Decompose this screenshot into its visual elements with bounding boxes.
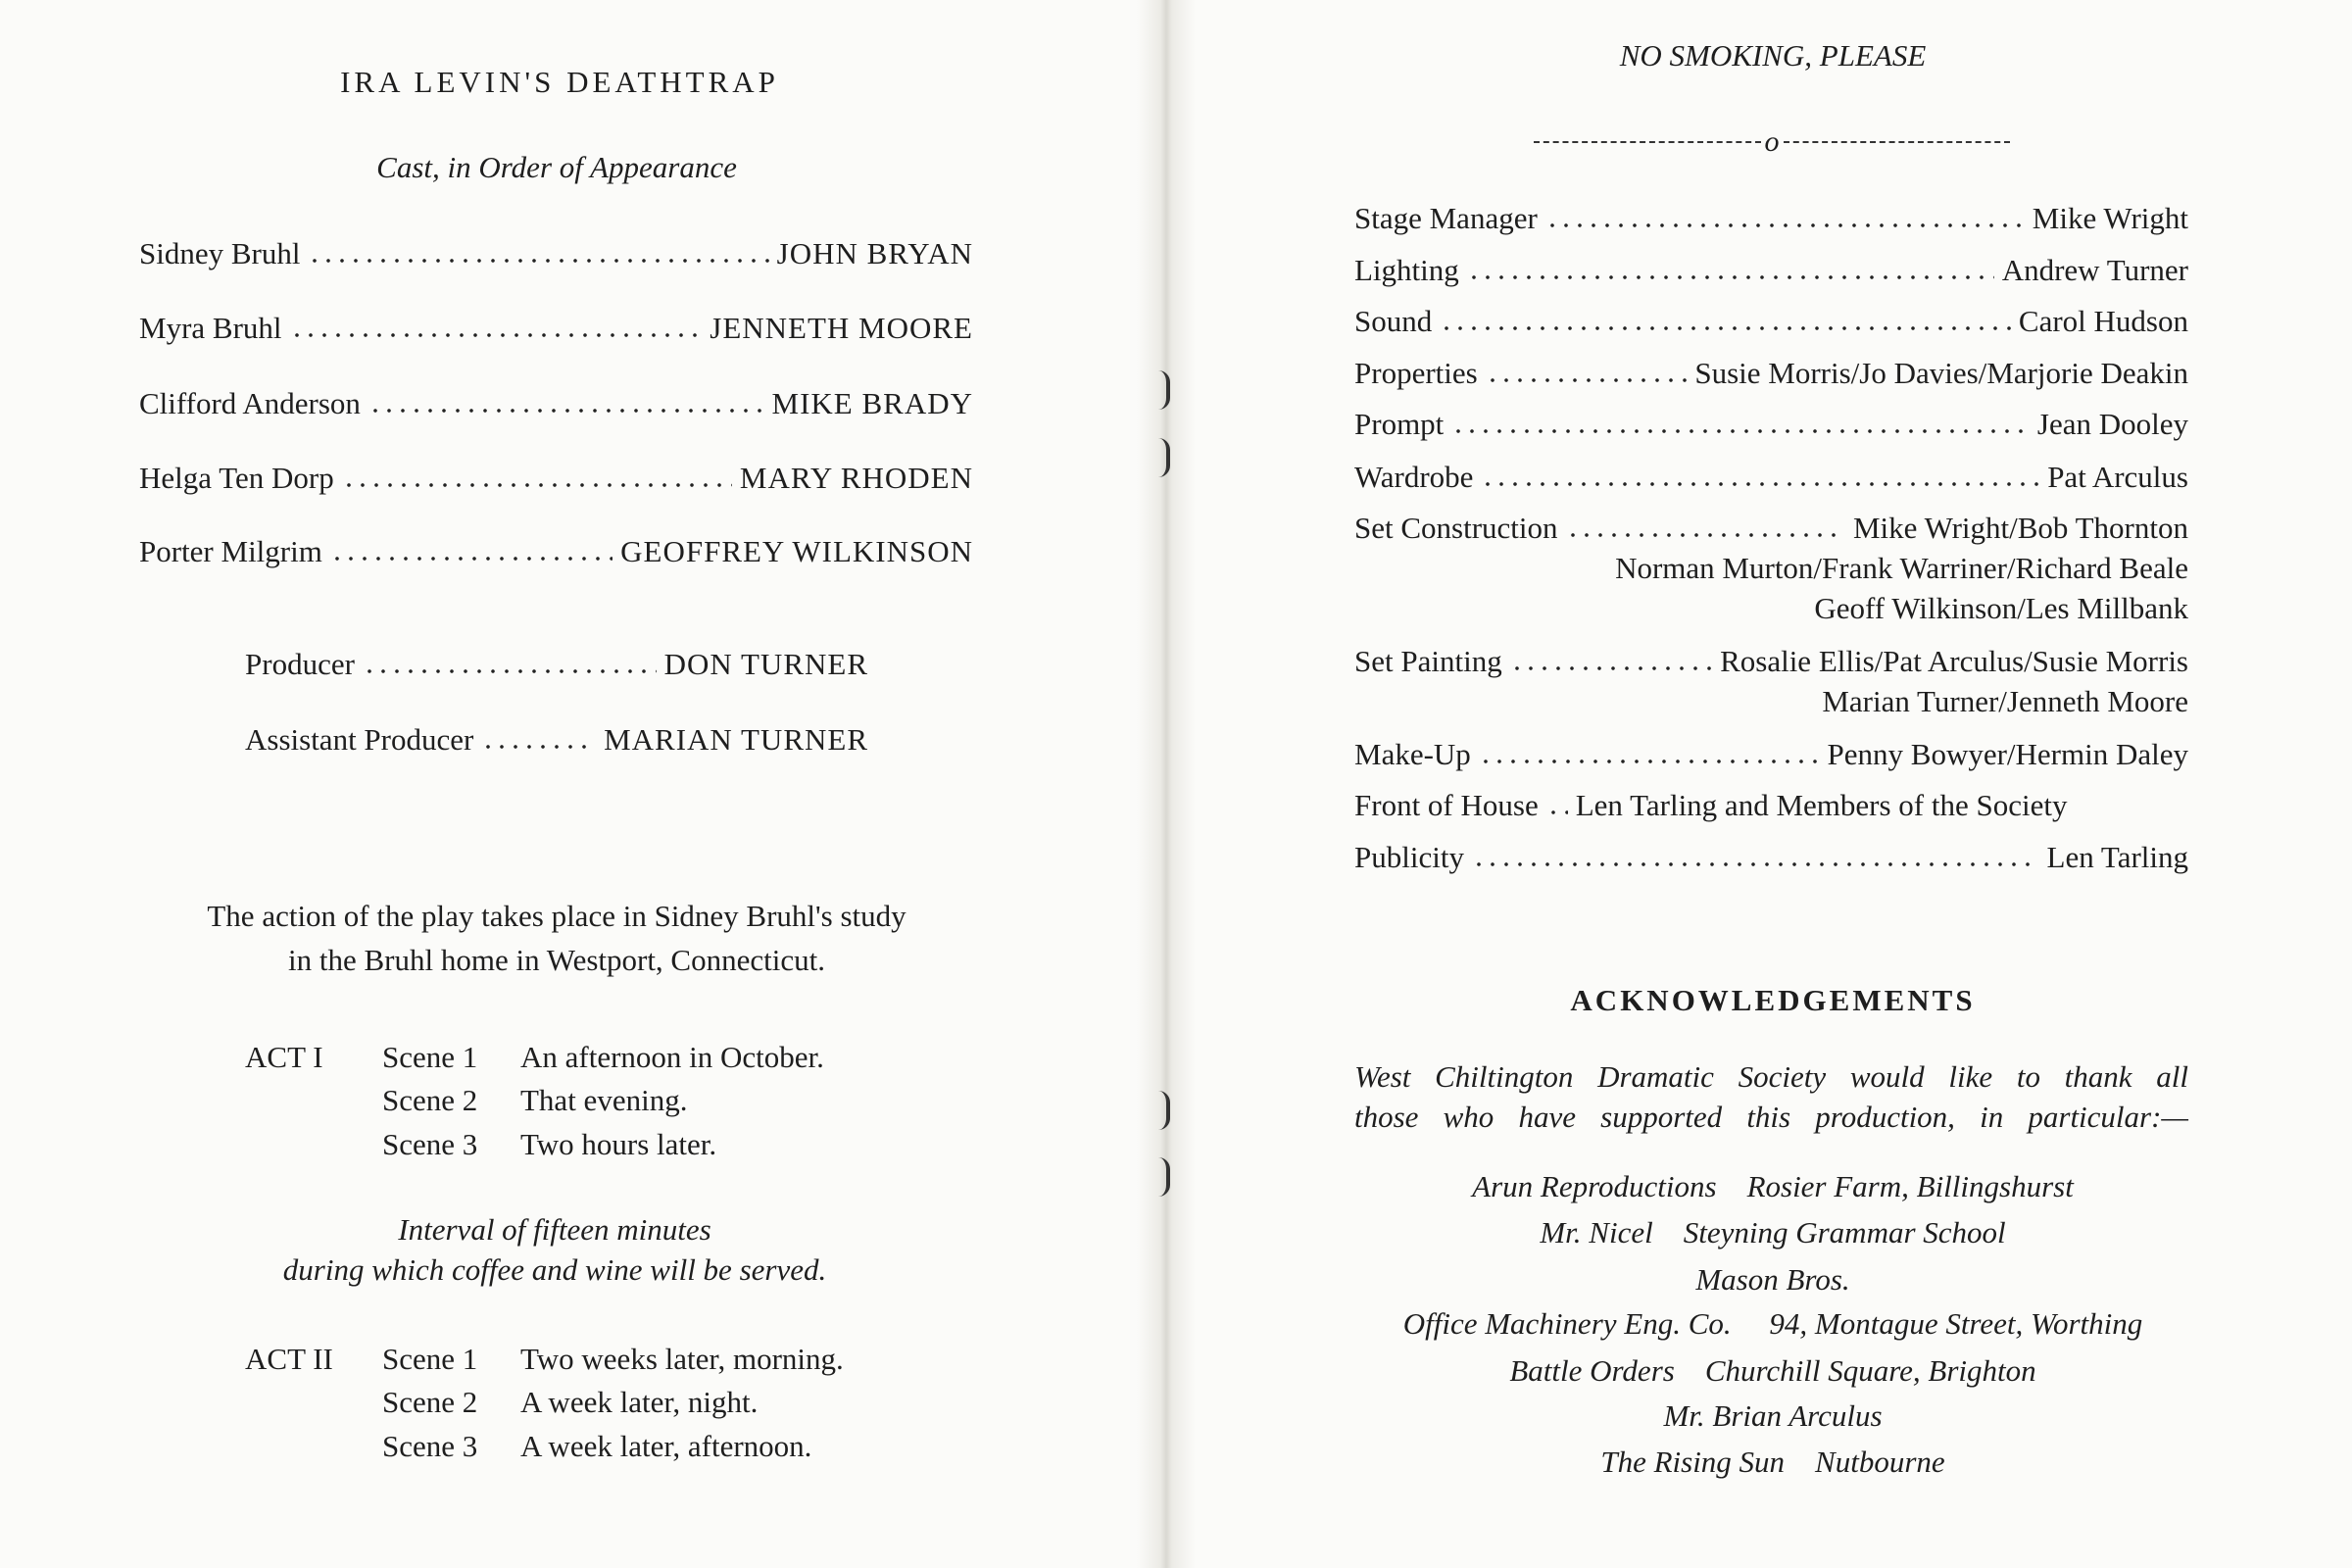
interval-line: Interval of fifteen minutes [398,1212,711,1247]
divider-mark: o [1764,125,1780,158]
crew-role: Wardrobe [1354,460,1474,494]
cast-heading: Cast, in Order of Appearance [376,150,737,184]
ack-item: Arun Reproductions Rosier Farm, Billingshurst [1472,1169,2074,1203]
scene-description: That evening. [520,1083,688,1117]
cast-role: Sidney Bruhl [139,236,301,270]
crew-names: Mike Wright [2032,201,2188,235]
scene-description: An afternoon in October. [520,1040,824,1074]
crew-role: Publicity [1354,840,1464,874]
dot-leader [1479,759,1820,764]
dot-leader [1467,274,1994,280]
cast-row [139,532,973,571]
staple-icon [1156,1157,1170,1197]
crew-names: Pat Arculus [2047,460,2188,494]
no-smoking-notice: NO SMOKING, PLEASE [1619,38,1927,73]
crew-row [1354,838,2188,877]
dot-leader [1481,481,2039,487]
dot-leader [1472,861,2039,867]
cast-role: Porter Milgrim [139,534,322,568]
crew-names-continued: Geoff Wilkinson/Les Millbank [1814,591,2188,625]
dot-leader [481,744,596,750]
crew-role: Sound [1354,304,1433,338]
dot-leader [1486,377,1688,383]
crew-role: Make-Up [1354,737,1471,771]
cast-role: Clifford Anderson [139,386,361,420]
dot-leader [342,482,732,488]
act-label: ACT I [245,1040,323,1074]
crew-role: Front of House [1354,788,1539,822]
cast-row [139,309,973,348]
dot-leader [363,668,657,674]
cast-actor: MARY RHODEN [739,461,973,495]
cast-actor: GEOFFREY WILKINSON [620,534,973,568]
divider [1534,122,2010,162]
crew-role: Properties [1354,356,1478,390]
staple-icon [1156,370,1170,410]
ack-text: those who have supported this production, in particular:— [1354,1100,2188,1134]
cast-row [139,384,973,423]
scene-number: Scene 3 [382,1429,478,1463]
cast-role: Myra Bruhl [139,311,282,345]
cast-row [139,234,973,273]
crew-row [1354,199,2188,238]
staple-icon [1156,1091,1170,1130]
ack-item: Battle Orders Churchill Square, Brighton [1509,1353,2036,1388]
dot-leader [1451,428,2030,434]
cast-actor: JOHN BRYAN [776,236,973,270]
crew-row [1354,735,2188,774]
ack-item: Mason Bros. [1695,1262,1850,1297]
production-row [245,720,868,760]
scene-description: A week later, night. [520,1385,759,1419]
dot-leader [368,408,764,414]
scene-number: Scene 2 [382,1385,478,1419]
dot-leader [308,258,768,264]
crew-names: Len Tarling [2046,840,2188,874]
ack-item: Office Machinery Eng. Co. 94, Montague Street, Worthing [1402,1306,2143,1341]
ack-item: The Rising Sun Nutbourne [1600,1445,1945,1479]
crew-names: Len Tarling and Members of the Society [1575,788,2068,822]
production-row [245,645,868,684]
scene-description: Two hours later. [520,1127,717,1161]
crew-role: Set Painting [1354,644,1502,678]
scene-description: Two weeks later, morning. [520,1342,844,1376]
crew-role: Prompt [1354,407,1445,441]
dot-leader [1510,665,1712,671]
scene-number: Scene 2 [382,1083,478,1117]
acknowledgements-heading: ACKNOWLEDGEMENTS [1570,983,1976,1017]
crew-names-continued: Norman Murton/Frank Warriner/Richard Beale [1615,551,2188,585]
setting-line: The action of the play takes place in Sidney Bruhl's study [207,899,906,933]
interval-line: during which coffee and wine will be served. [282,1252,827,1287]
crew-role: Stage Manager [1354,201,1538,235]
crew-row [1354,642,2188,681]
crew-row [1354,509,2188,548]
crew-names: Mike Wright/Bob Thornton [1852,511,2188,545]
scene-number: Scene 3 [382,1127,478,1161]
act-label: ACT II [245,1342,333,1376]
crew-names: Carol Hudson [2018,304,2188,338]
cast-row [139,459,973,498]
crew-names-continued: Marian Turner/Jenneth Moore [1822,684,2188,718]
setting-line: in the Bruhl home in Westport, Connecticut. [288,943,825,977]
crew-row [1354,786,2188,825]
production-name: DON TURNER [663,647,868,681]
crew-row [1354,302,2188,341]
crew-role: Lighting [1354,253,1459,287]
production-role: Producer [245,647,355,681]
ack-text: West Chiltington Dramatic Society would like to thank all [1354,1059,2188,1094]
crew-row [1354,251,2188,290]
crew-row [1354,458,2188,497]
production-role: Assistant Producer [245,722,474,757]
page-gutter [1137,0,1196,1568]
crew-row [1354,405,2188,444]
crew-names: Andrew Turner [2001,253,2188,287]
cast-actor: JENNETH MOORE [710,311,973,345]
crew-role: Set Construction [1354,511,1558,545]
dot-leader [1545,222,2025,228]
ack-item: Mr. Nicel Steyning Grammar School [1540,1215,2006,1250]
dot-leader [290,332,703,338]
crew-names: Jean Dooley [2036,407,2188,441]
dot-leader [1546,809,1568,815]
crew-row [1354,354,2188,393]
scene-number: Scene 1 [382,1040,478,1074]
crew-names: Susie Morris/Jo Davies/Marjorie Deakin [1694,356,2188,390]
cast-role: Helga Ten Dorp [139,461,334,495]
dot-leader [1440,325,2011,331]
staple-icon [1156,438,1170,477]
scene-number: Scene 1 [382,1342,478,1376]
crew-names: Penny Bowyer/Hermin Daley [1827,737,2188,771]
cast-actor: MIKE BRADY [771,386,973,420]
crew-names: Rosalie Ellis/Pat Arculus/Susie Morris [1720,644,2188,678]
scene-description: A week later, afternoon. [520,1429,812,1463]
dot-leader [1566,532,1845,538]
ack-item: Mr. Brian Arculus [1663,1398,1883,1433]
play-title: IRA LEVIN'S DEATHTRAP [340,65,779,99]
production-name: MARIAN TURNER [604,722,868,757]
dot-leader [330,556,612,562]
